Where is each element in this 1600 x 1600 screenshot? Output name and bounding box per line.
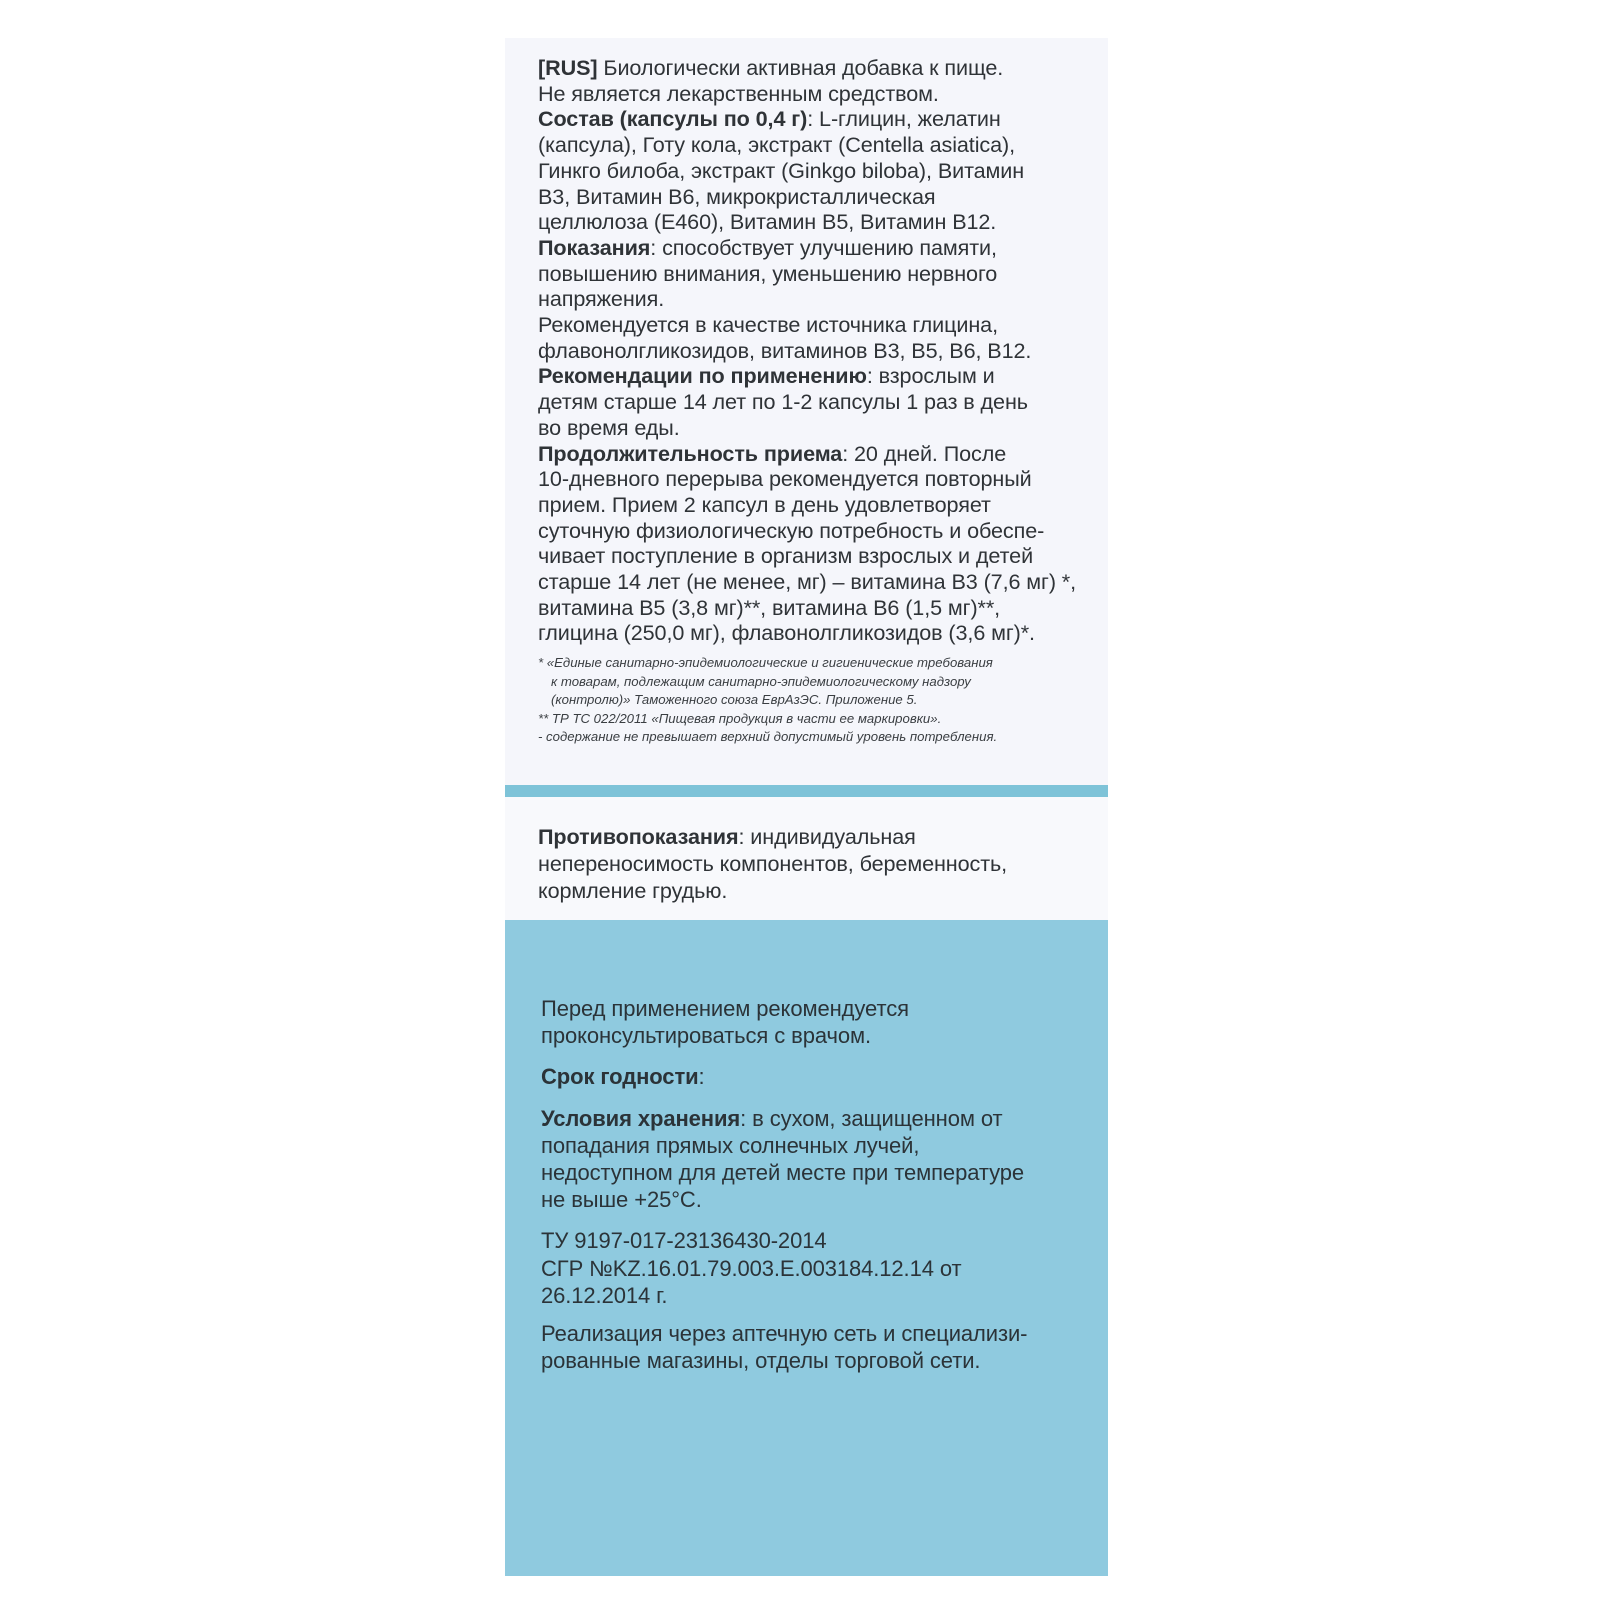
storage-line-4: не выше +25°С.	[541, 1187, 702, 1213]
top-white-panel	[505, 38, 1108, 785]
bottom-info	[541, 995, 1101, 1374]
footnote-line-2: к товарам, подлежащим санитарно-эпидемиологическому надзору	[551, 673, 971, 689]
blue-divider-stripe	[505, 785, 1108, 797]
distribution-line-1: Реализация через аптечную сеть и специализи-	[541, 1321, 1028, 1347]
storage-line-1: Условия хранения: в сухом, защищенном от	[541, 1105, 1003, 1131]
product-box-side	[505, 38, 1108, 1576]
usage-line-3: во время еды.	[538, 414, 680, 440]
composition-line-2: (капсула), Готу кола, экстракт (Centella asiatica),	[538, 132, 1015, 158]
contraindications-heading: Противопоказания	[538, 824, 739, 849]
indications-line-1: Показания: способствует улучшению памяти,	[538, 234, 997, 260]
contraindications-text	[538, 823, 1098, 904]
contra-line-3: кормление грудью.	[538, 878, 728, 903]
duration-line-2: 10-дневного перерыва рекомендуется повторный	[538, 466, 1032, 492]
duration-line-1: Продолжительность приема: 20 дней. После	[538, 440, 1007, 466]
registration-line-3: 26.12.2014 г.	[541, 1282, 668, 1308]
shelf-life-heading: Срок годности	[541, 1064, 699, 1090]
footnote-line-3: (контролю)» Таможенного союза ЕврАзЭС. Приложение 5.	[551, 692, 918, 708]
footnotes	[538, 654, 1098, 747]
intro-line-2: Не является лекарственным средством.	[538, 80, 939, 106]
distribution-line-2: рованные магазины, отделы торговой сети.	[541, 1348, 981, 1374]
registration-line-1: ТУ 9197-017-23136430-2014	[541, 1228, 827, 1254]
duration-line-7: витамина В5 (3,8 мг)**, витамина В6 (1,5 мг)**,	[538, 594, 1001, 620]
lang-tag: [RUS]	[538, 55, 598, 80]
duration-heading: Продолжительность приема	[538, 440, 843, 466]
indications-heading: Показания	[538, 234, 651, 260]
consult-line-1: Перед применением рекомендуется	[541, 996, 909, 1021]
composition-heading: Состав (капсулы по 0,4 г)	[538, 106, 808, 132]
storage-line-2: попадания прямых солнечных лучей,	[541, 1132, 920, 1158]
duration-line-8: глицина (250,0 мг), флавонолгликозидов (3,6 мг)*.	[538, 620, 1035, 646]
indications-line-3: напряжения.	[538, 286, 665, 312]
shelf-life-line: Срок годности:	[541, 1064, 705, 1090]
composition-line-3: Гинкго билоба, экстракт (Ginkgo biloba), Витамин	[538, 157, 1025, 183]
usage-line-1: Рекомендации по применению: взрослым и	[538, 363, 995, 389]
footnote-line-1: * «Единые санитарно-эпидемиологические и гигиенические требования	[538, 655, 993, 670]
footnote-line-4: ** ТР ТС 022/2011 «Пищевая продукция в части ее маркировки».	[538, 710, 942, 726]
footnote-line-5: - содержание не превышает верхний допустимый уровень потребления.	[538, 729, 998, 745]
usage-line-2: детям старше 14 лет по 1-2 капсулы 1 раз в день	[538, 389, 1028, 415]
main-description	[538, 55, 1098, 646]
bottom-blue-panel	[505, 920, 1108, 1576]
contraindications-panel	[505, 797, 1108, 920]
composition-line-1: Состав (капсулы по 0,4 г): L-глицин, желатин	[538, 106, 1001, 132]
composition-line-4: В3, Витамин В6, микрокристаллическая	[538, 183, 936, 209]
duration-line-6: старше 14 лет (не менее, мг) – витамина В3 (7,6 мг) *,	[538, 569, 1077, 595]
usage-heading: Рекомендации по применению	[538, 363, 867, 389]
indications-line-4: Рекомендуется в качестве источника глицина,	[538, 312, 998, 338]
intro-line-1: [RUS] Биологически активная добавка к пище.	[538, 55, 1004, 80]
consult-line-2: проконсультироваться с врачом.	[541, 1023, 872, 1049]
composition-line-5: целлюлоза (Е460), Витамин В5, Витамин В12.	[538, 209, 997, 235]
duration-line-4: суточную физиологическую потребность и обеспе-	[538, 517, 1045, 543]
contra-line-2: непереносимость компонентов, беременность,	[538, 851, 1008, 876]
duration-line-3: прием. Прием 2 капсул в день удовлетворяет	[538, 491, 991, 517]
storage-heading: Условия хранения	[541, 1105, 741, 1131]
registration-line-2: СГР №KZ.16.01.79.003.Е.003184.12.14 от	[541, 1255, 962, 1281]
indications-line-5: флавонолгликозидов, витаминов В3, В5, В6, В12.	[538, 337, 1032, 363]
storage-line-3: недоступном для детей месте при температуре	[541, 1160, 1024, 1186]
indications-line-2: повышению внимания, уменьшению нервного	[538, 260, 998, 286]
duration-line-5: чивает поступление в организм взрослых и детей	[538, 543, 1034, 569]
contra-line-1: Противопоказания: индивидуальная	[538, 824, 916, 849]
